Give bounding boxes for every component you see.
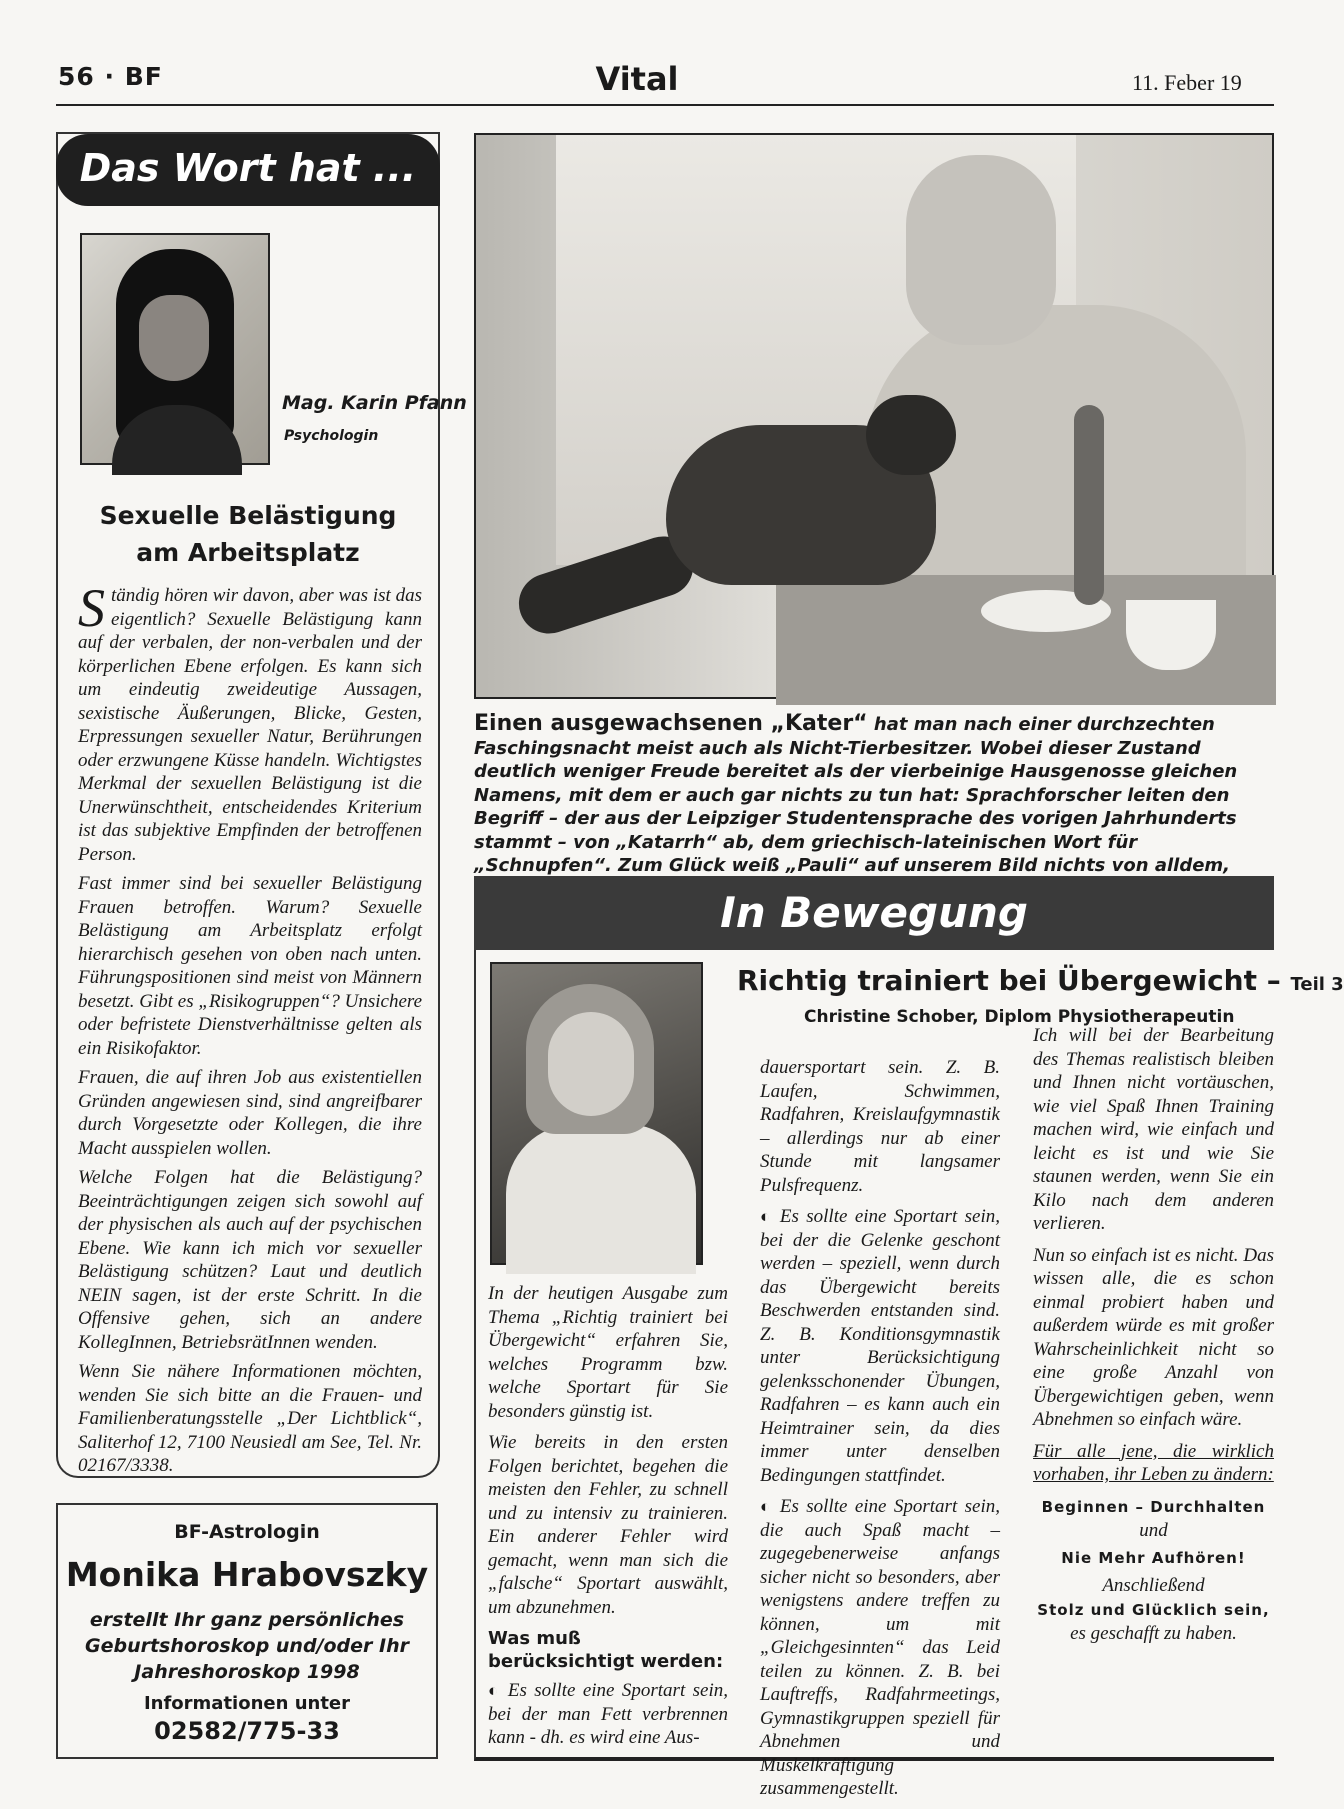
column-paragraph: Nun so einfach ist es nicht. Das wissen alle, die es schon einmal probiert haben und außerdem würde es mit großer Wahrscheinlichkeit nicht so eine große Anzahl von Übergewichtigen geben, wenn Abnehmen so einfach wäre. [1033,1244,1274,1430]
author-portrait [490,962,703,1265]
opinion-banner [56,134,440,206]
column-paragraph: dauersportart sein. Z. B. Laufen, Schwimmen, Radfahren, Kreislaufgymnastik – allerdings nur ab einer Stunde mit langsamer Pulsfrequenz. [760,1057,1000,1196]
astro-name: Monika Hrabovszky [65,1555,429,1594]
column-paragraph: ◐ Es sollte eine Sportart sein, bei der man Fett verbrennen kann - dh. es wird eine Aus- [488,1680,728,1748]
fitness-column-2 [760,1056,1000,1809]
fitness-author: Christine Schober, Diplom Physiotherapeutin [804,1007,1235,1027]
astro-phone: 02582/775-33 [154,1717,340,1745]
photo-caption-text: hat man nach einer durchzechten Faschingsnacht meist auch als Nicht-Tierbesitzer. Wobei dieser Zustand deutlich weniger Freude bereitet als der vierbeinige Hausgenosse gleichen Namens, mit dem er auch gar nichts zu tun hat: Sprachforscher leiten den Begriff – der aus der Leipziger Studentensprache des vorigen Jahrhunderts stammt – von „Katarrh“ ab, dem griechisch-lateinischen Wort für „Schnupfen“. Zum Glück weiß „Pauli“ auf unserem Bild nichts von alldem, [474,714,1238,876]
article-body [78,578,422,1484]
fitness-banner [474,876,1274,950]
article-paragraph: Fast immer sind bei sexueller Belästigung Frauen betroffen. Warum? Sexuelle Belästigung am Arbeitsplatz erfolgt hierarchisch gesehen von oben nach unten. Führungspositionen sind meist von Männern besetzt. Gibt es „Risikogruppen“? Unsichere oder befristete Dienstverhältnisse gelten als ein Risikofaktor. [78,873,422,1059]
article-paragraph: Wenn Sie nähere Informationen möchten, wenden Sie sich bitte an die Frauen- und Familienberatungsstelle „Der Lichtblick“, Saliterhof 12, 7100 Neusiedl am See, Tel. Nr. 02167/3338. [78,1361,422,1476]
fitness-title: Richtig trainiert bei Übergewicht – Teil 3 [737,964,1344,997]
page-number: 56 · BF [58,62,163,91]
fitness-column-3 [1033,1024,1274,1645]
author-name: Mag. Karin Pfann [282,392,467,414]
article-paragraph: Welche Folgen hat die Belästigung? Beeinträchtigungen zeigen sich sowohl auf der physischen als auch auf der psychischen Ebene. Wie kann ich mich vor sexueller Belästigung schützen? Laut und deutlich NEIN sagen, ist der erste Schritt. In die Offensive gehen, sich an andere KollegInnen, BetriebsrätInnen wenden. [78,1167,422,1353]
column-paragraph: ◐ Es sollte eine Sportart sein, bei der die Gelenke geschont werden – speziell, wenn durch das Übergewicht bereits Beschwerden entstanden sind. Z. B. Konditionsgymnastik unter Berücksichtigung gelenksschonender Übungen, Radfahren – es kann auch ein Heimtrainer sein, da dies immer unter denselben Bedingungen stattfindet. [760,1206,1000,1486]
section-title: Vital [595,60,679,98]
author-role: Psychologin [284,428,379,444]
astrology-ad [56,1503,438,1759]
motto-line: Nie Mehr Aufhören! [1061,1549,1246,1567]
author-portrait [80,233,270,465]
astro-info: Informationen unter [143,1693,351,1714]
issue-date: 11. Feber 19 [1132,70,1242,95]
series-part: Teil 3 [1290,974,1344,995]
astro-line: Jahreshoroskop 1998 [134,1661,360,1683]
opinion-banner-title: Das Wort hat ... [79,146,417,190]
feature-photo [474,133,1274,699]
motto-line: Beginnen – Durchhalten [1041,1497,1266,1516]
photo-caption-lead: Einen ausgewachsenen „Kater“ [474,711,868,736]
article-paragraph: Frauen, die auf ihren Job aus existentiellen Gründen angewiesen sind, sind angreifbarer durch Vorgesetzte oder Kollegen, die ihre Macht ausspielen wollen. [78,1067,422,1159]
photo-caption [474,712,1274,901]
fitness-column-1 [488,1282,728,1758]
motto-line: Anschließend [1102,1575,1205,1596]
article-headline-line-2: am Arbeitsplatz [136,538,360,567]
motto-line: Stolz und Glücklich sein, [1037,1600,1270,1619]
column-paragraph: Wie bereits in den ersten Folgen berichtet, begehen die meisten den Fehler, zu schnell und zu intensiv zu trainieren. Ein anderer Fehler wird gemacht, wenn man sich die „falsche“ Sportart auswählt, um abzunehmen. [488,1432,728,1618]
bullet-icon: ◐ [488,1681,508,1700]
motto-line: und [1139,1519,1168,1541]
column-subheading: Was muß berücksichtigt werden: [488,1628,724,1672]
header-rule [56,104,1274,106]
column-paragraph: Ich will bei der Bearbeitung des Themas realistisch bleiben und Ihnen nicht vortäuschen, wie viel Spaß Ihnen Training machen wird, wie einfach und leicht es ist und wie Sie staunen werden, wenn Sie ein Kilo nach dem anderen verlieren. [1033,1025,1274,1234]
column-paragraph: ◐ Es sollte eine Sportart sein, die auch Spaß macht – zugegebenerweise anfangs sicher nicht so besonders, aber wenigstens andere treffen zu können, um mit „Gleichgesinnten“ das Leid teilen zu können. Z. B. bei Lauftreffs, Radfahrmeetings, Gymnastikgruppen speziell für Abnehmen und Muskelkräftigung zusammengestellt. [760,1496,1000,1799]
bullet-icon: ◐ [760,1497,780,1516]
astro-line: erstellt Ihr ganz persönliches [89,1609,405,1631]
column-paragraph: In der heutigen Ausgabe zum Thema „Richtig trainiert bei Übergewicht“ erfahren Sie, welches Programm bzw. welche Sportart für Sie besonders günstig ist. [488,1283,728,1422]
astro-label: BF-Astrologin [174,1521,320,1543]
motto-line: es geschafft zu haben. [1070,1622,1237,1644]
astro-line: Geburtshoroskop und/oder Ihr [85,1635,409,1657]
drop-cap: S [78,578,105,638]
article-headline-line-1: Sexuelle Belästigung [99,501,397,530]
column-paragraph: Für alle jene, die wirklich vorhaben, ihr Leben zu ändern: [1033,1440,1274,1485]
fitness-banner-title: In Bewegung [720,888,1028,937]
bullet-icon: ◐ [760,1207,780,1226]
article-paragraph: Ständig hören wir davon, aber was ist das eigentlich? Sexuelle Belästigung kann auf der verbalen, der non-verbalen und der körperlichen Ebene erfolgen. Es kann sich um eindeutig zweideutige Aussagen, sexistische Äußerungen, Blicke, Gesten, Erpressungen sexueller Natur, Berührungen oder erzwungene Küsse handeln. Wichtigstes Merkmal der sexuellen Belästigung ist die Unerwünschtheit, entscheidendes Kriterium ist das subjektive Empfinden der betroffenen Person. [78,578,422,865]
